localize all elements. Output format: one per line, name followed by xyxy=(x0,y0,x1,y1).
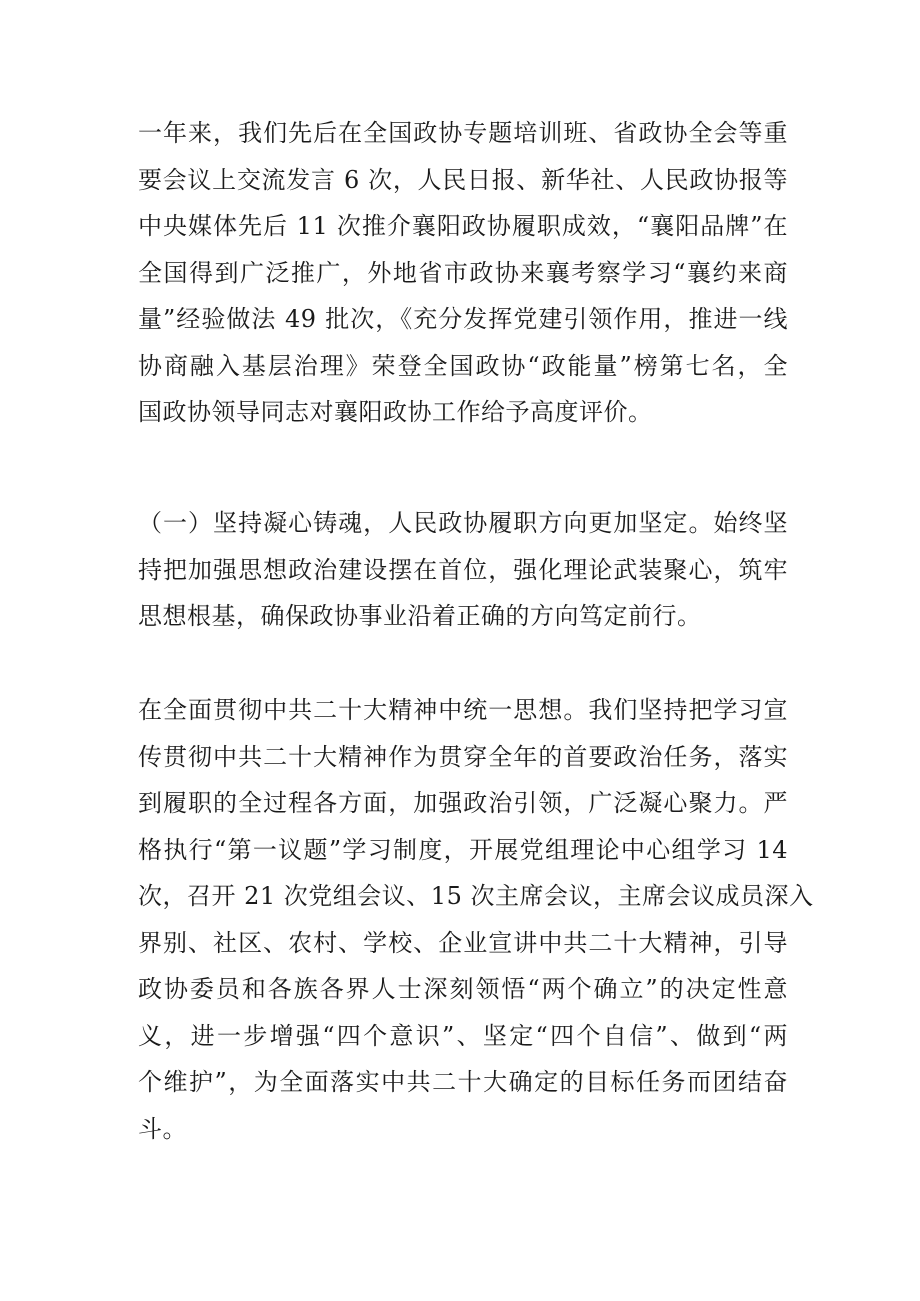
text-line: 次，召开 21 次党组会议、15 次主席会议，主席会议成员深入 xyxy=(138,882,814,910)
text-line: 在全面贯彻中共二十大精神中统一思想。我们坚持把学习宣 xyxy=(138,696,788,724)
paragraph-section-heading xyxy=(138,500,788,640)
text-line: （一）坚持凝心铸魂，人民政协履职方向更加坚定。始终坚 xyxy=(138,509,788,537)
text-line: 界别、社区、农村、学校、企业宣讲中共二十大精神，引导 xyxy=(138,928,788,957)
paragraph-unify-thinking xyxy=(138,687,814,1152)
text-line: 政协委员和各族各界人士深刻领悟“两个确立”的决定性意 xyxy=(138,975,788,1003)
text-line: 中央媒体先后 11 次推介襄阳政协履职成效，“襄阳品牌”在 xyxy=(138,212,788,240)
text-line: 义，进一步增强“四个意识”、坚定“四个自信”、做到“两 xyxy=(138,1021,788,1050)
text-line: 斗。 xyxy=(138,1114,187,1143)
paragraph-achievements xyxy=(138,110,788,436)
text-line: 量”经验做法 49 批次，《充分发挥党建引领作用，推进一线 xyxy=(138,305,788,333)
text-line: 个维护”，为全面落实中共二十大确定的目标任务而团结奋 xyxy=(138,1068,788,1096)
text-line: 思想根基，确保政协事业沿着正确的方向笃定前行。 xyxy=(138,602,702,630)
text-line: 协商融入基层治理》荣登全国政协“政能量”榜第七名，全 xyxy=(138,351,788,380)
text-line: 国政协领导同志对襄阳政协工作给予高度评价。 xyxy=(138,398,653,426)
text-line: 一年来，我们先后在全国政协专题培训班、省政协全会等重 xyxy=(138,119,788,147)
text-line: 要会议上交流发言 6 次，人民日报、新华社、人民政协报等 xyxy=(138,165,788,194)
text-line: 持把加强思想政治建设摆在首位，强化理论武装聚心，筑牢 xyxy=(138,555,788,584)
text-line: 到履职的全过程各方面，加强政治引领，广泛凝心聚力。严 xyxy=(138,789,788,817)
text-line: 格执行“第一议题”学习制度，开展党组理论中心组学习 14 xyxy=(138,835,788,864)
text-line: 传贯彻中共二十大精神作为贯穿全年的首要政治任务，落实 xyxy=(138,742,788,771)
text-line: 全国得到广泛推广，外地省市政协来襄考察学习“襄约来商 xyxy=(138,258,788,287)
